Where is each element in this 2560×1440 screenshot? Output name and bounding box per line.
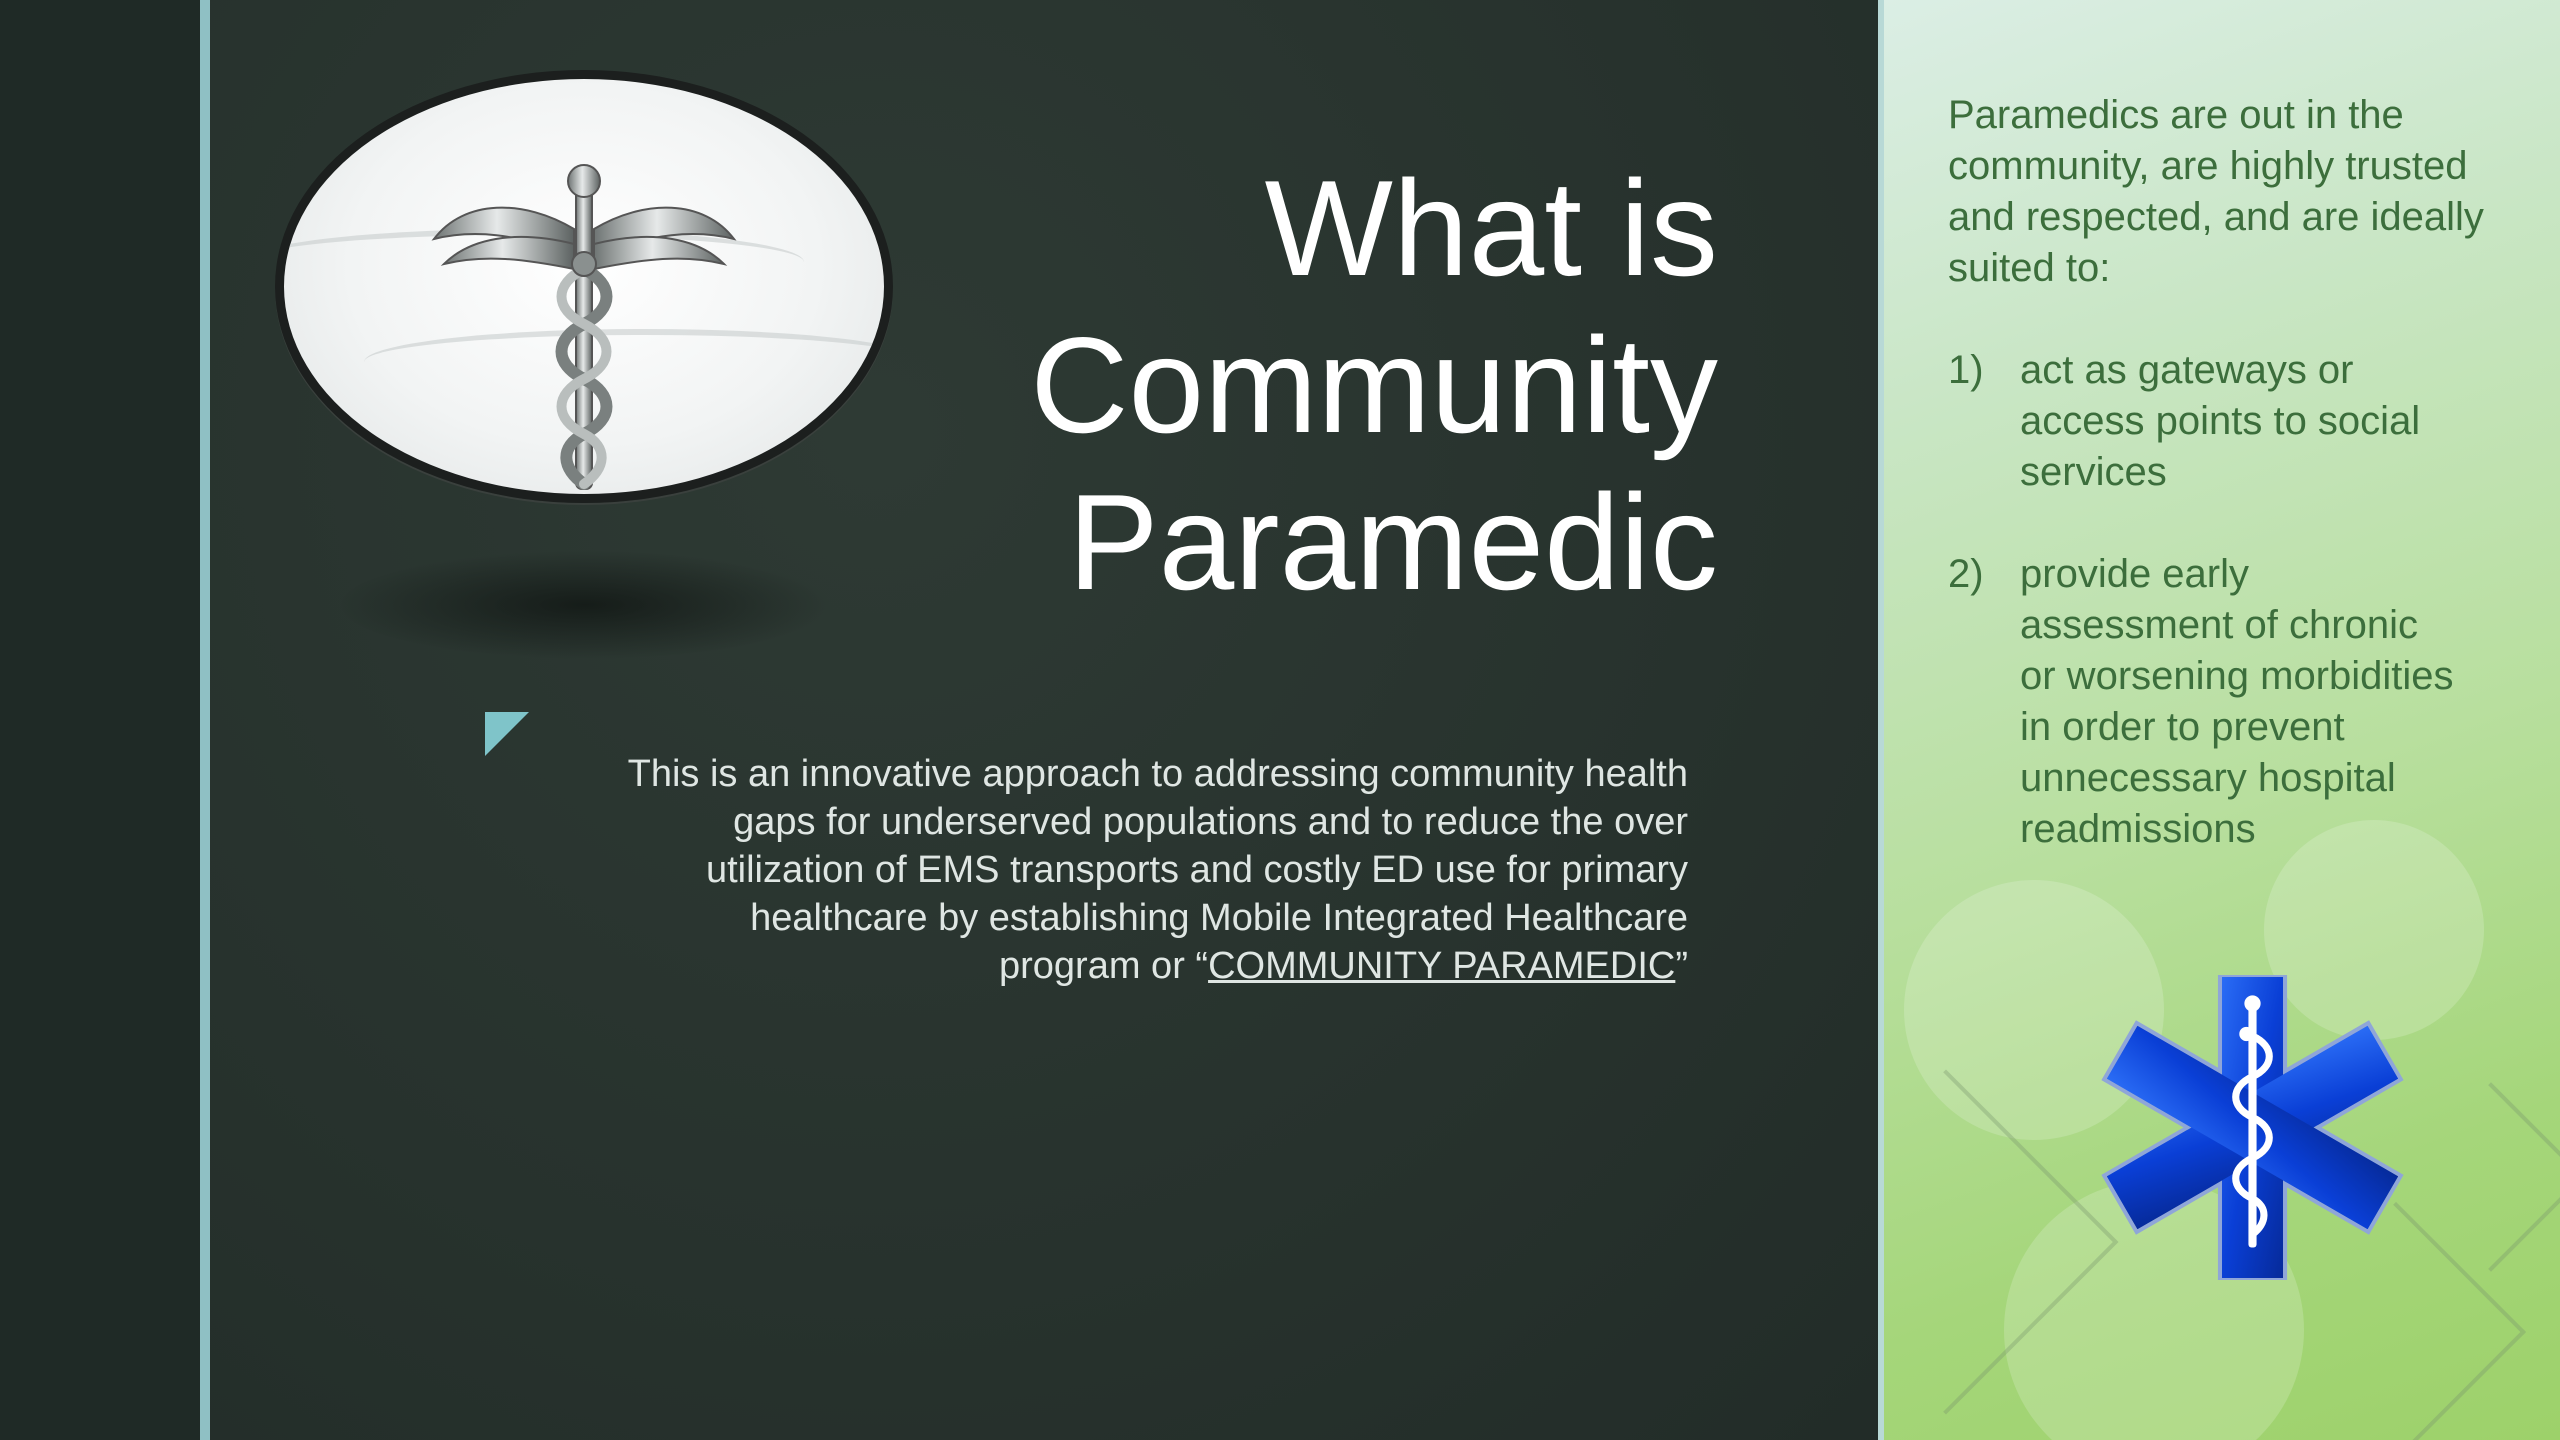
title-line-3: Paramedic <box>1067 466 1718 618</box>
list-item-number: 1) <box>1948 348 1984 392</box>
body-text-main: This is an innovative approach to addressing community health gaps for underserved populations and to reduce the over utilization of EMS transports and costly ED use for primary healthcare by establishing Mobile Integrated Healthcare program or “ <box>627 753 1688 987</box>
side-intro-text: Paramedics are out in the community, are highly trusted and respected, and are ideally suited to: <box>1948 93 2484 290</box>
body-paragraph <box>620 750 1688 990</box>
body-text-end: ” <box>1675 945 1688 987</box>
star-of-life-icon <box>2100 975 2405 1280</box>
title-line-1: What is <box>1264 152 1718 304</box>
logo-ellipse-frame <box>275 70 893 503</box>
triangle-bullet-icon <box>485 712 529 756</box>
left-accent-bar <box>200 0 210 1440</box>
list-item <box>1948 549 2508 855</box>
side-list <box>1948 345 2508 906</box>
caduceus-icon <box>284 79 884 494</box>
list-item-text: provide early assessment of chronic or worsening morbidities in order to prevent unnecessary hospital readmissions <box>2020 552 2454 851</box>
title-line-2: Community <box>1030 309 1718 461</box>
caduceus-logo <box>275 70 890 500</box>
slide-title <box>818 150 1718 621</box>
list-item <box>1948 345 2508 498</box>
logo-shadow <box>335 550 835 660</box>
left-strip <box>0 0 200 1440</box>
list-item-text: act as gateways or access points to social services <box>2020 348 2421 494</box>
list-item-number: 2) <box>1948 552 1984 596</box>
community-paramedic-link[interactable]: COMMUNITY PARAMEDIC <box>1208 945 1676 987</box>
